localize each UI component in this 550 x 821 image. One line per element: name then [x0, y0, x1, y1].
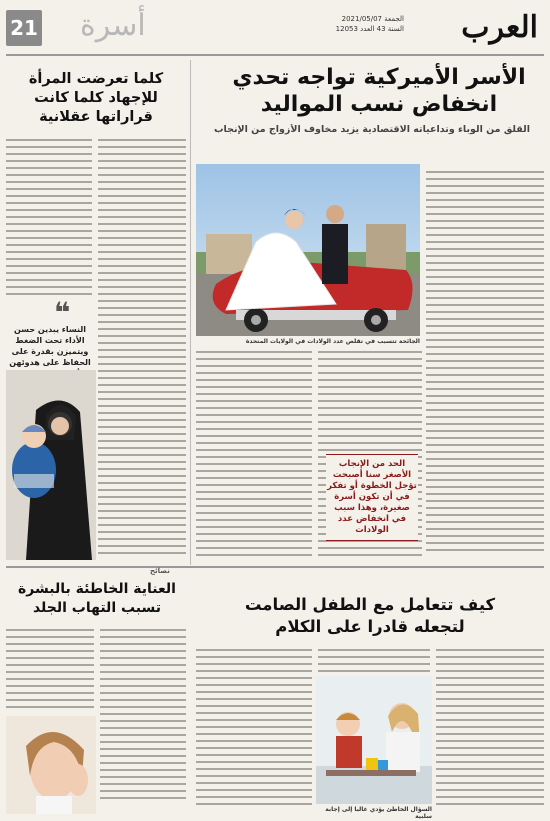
tips-tag: نصائح — [150, 567, 170, 575]
bottom-headline — [196, 594, 544, 638]
left-top-text-col1 — [6, 134, 92, 299]
main-photo-caption: الجائحة تتسبب في تقلص عدد الولادات في الولايات المتحدة — [245, 338, 420, 345]
skin-care-text-col2 — [100, 624, 186, 814]
masthead — [6, 8, 544, 56]
skin-care-text-col1 — [6, 624, 94, 714]
bottom-photo-caption: السؤال الخاطئ يؤدي غالبا إلى إجابة سلبية — [325, 806, 432, 820]
main-pullquote: الحد من الإنجاب الأصغر سنا أصبحت تؤجل الخطوة أو تفكر في أن تكون أسرة صغيرة، وهذا سبب في انخفاض عدد الولادات — [326, 454, 418, 541]
main-article-text-col3 — [196, 346, 312, 560]
bottom-text-col3 — [196, 644, 312, 816]
issue-info — [336, 14, 404, 34]
main-headline-line1: الأسر الأميركية تواجه تحدي — [232, 65, 526, 90]
page-number: 21 — [6, 10, 42, 46]
woman-skin-photo — [6, 716, 96, 814]
main-headline — [216, 64, 542, 118]
main-article-text-col1 — [426, 166, 544, 560]
skin-care-headline-line1: العناية الخاطئة بالبشرة — [18, 581, 176, 597]
wedding-photo — [196, 164, 420, 336]
left-top-pullquote: النساء يبدين حسن الأداء تحت الضغط ويتميزن بقدرة على الحفاظ على هدوئهن — [9, 325, 91, 367]
left-top-headline — [6, 70, 186, 127]
skin-care-headline — [6, 580, 188, 618]
teacher-child-photo — [316, 676, 432, 804]
issue-date: الجمعة 2021/05/07 — [341, 15, 404, 23]
mother-child-photo — [6, 370, 96, 560]
column-divider — [190, 60, 191, 565]
issue-number: السنة 43 العدد 12053 — [335, 25, 404, 33]
quote-mark-icon: ❝ — [54, 296, 71, 329]
left-top-text-col2 — [98, 134, 186, 564]
left-top-headline-line3: قراراتها عقلانية — [39, 109, 153, 125]
skin-care-headline-line2: تسبب التهاب الجلد — [32, 600, 162, 616]
main-headline-line2: انخفاض نسب المواليد — [260, 92, 498, 117]
left-top-headline-line2: للإجهاد كلما كانت — [34, 90, 158, 106]
bottom-headline-line1: كيف تتعامل مع الطفل الصامت — [244, 595, 496, 614]
bottom-headline-line2: لتجعله قادرا على الكلام — [275, 617, 465, 636]
left-top-headline-line1: كلما تعرضت المرأة — [28, 71, 164, 87]
bottom-text-col2 — [318, 644, 430, 672]
section-title: أسرة — [80, 8, 146, 43]
bottom-text-col1 — [436, 644, 544, 816]
section-divider — [6, 566, 544, 568]
newspaper-logo: العرب — [461, 10, 538, 45]
main-subheadline: القلق من الوباء وتداعياته الاقتصادية يزيد مخاوف الأزواج من الإنجاب — [214, 124, 530, 135]
